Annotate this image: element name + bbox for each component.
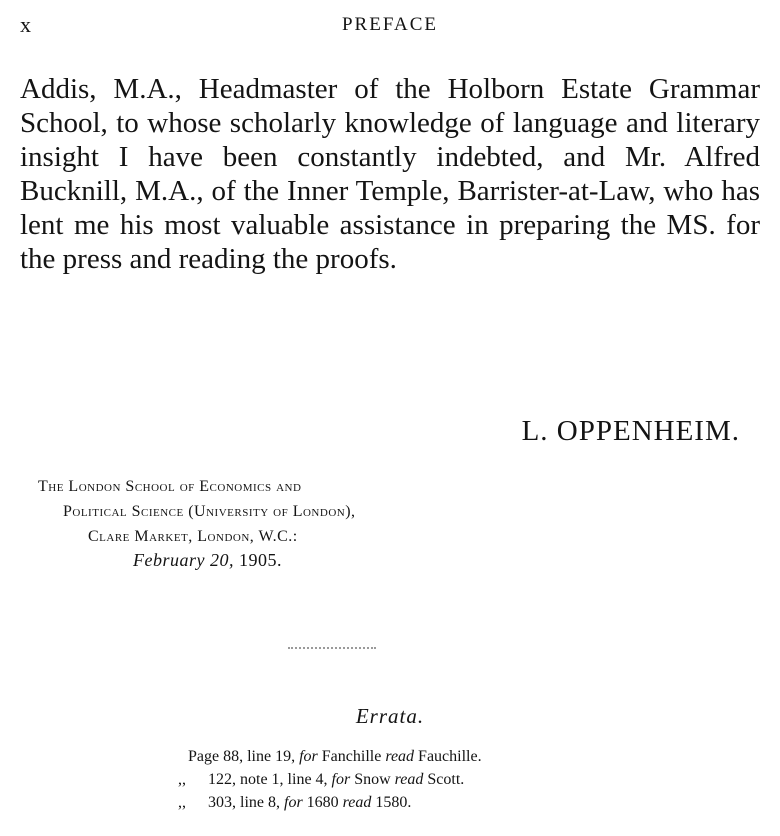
ditto-mark: ,, bbox=[178, 794, 186, 811]
date-year: 1905. bbox=[238, 550, 282, 570]
section-divider bbox=[288, 647, 376, 649]
errata-correct: Scott. bbox=[427, 771, 465, 788]
errata-for-label: for bbox=[331, 771, 351, 788]
errata-read-label: read bbox=[394, 771, 424, 788]
ditto-mark: ,, bbox=[178, 771, 186, 788]
errata-read-label: read bbox=[342, 794, 372, 811]
errata-entry bbox=[178, 791, 411, 814]
errata-heading: Errata. bbox=[355, 704, 425, 728]
errata-read-label: read bbox=[385, 748, 415, 765]
errata-wrong: Snow bbox=[354, 771, 391, 788]
errata-wrong: Fanchille bbox=[321, 748, 382, 765]
address-line-3: Clare Market, London, W.C.: bbox=[88, 528, 298, 545]
errata-correct: Fauchille. bbox=[418, 748, 482, 765]
page-header bbox=[20, 12, 760, 42]
page-number: x bbox=[20, 12, 32, 37]
errata-entry bbox=[188, 745, 482, 768]
date-month-day: February 20, bbox=[133, 550, 234, 570]
preface-date bbox=[133, 548, 282, 573]
author-signature: L. OPPENHEIM. bbox=[521, 415, 740, 447]
errata-correct: 1580. bbox=[375, 794, 412, 811]
errata-entry bbox=[178, 768, 464, 791]
address-line-2: Political Science (University of London), bbox=[63, 503, 356, 520]
errata-location: Page 88, line 19, bbox=[188, 748, 296, 765]
errata-for-label: for bbox=[299, 748, 318, 765]
preface-paragraph: Addis, M.A., Headmaster of the Holborn Estate Grammar School, to whose scholarly knowledge of language and literary insight I have been constantly indebted, and Mr. Alfred Bucknill, M.A., of the Inner Temple, Barrister-at-Law, who has lent me his most valuable assistance in preparing the MS. for the press and reading the proofs. bbox=[20, 73, 760, 275]
errata-location: 122, note 1, line 4, bbox=[208, 771, 328, 788]
errata-location: 303, line 8, bbox=[208, 794, 280, 811]
errata-wrong: 1680 bbox=[306, 794, 339, 811]
address-line-1: The London School of Economics and bbox=[38, 478, 302, 495]
errata-for-label: for bbox=[284, 794, 303, 811]
running-title: PREFACE bbox=[341, 14, 438, 35]
